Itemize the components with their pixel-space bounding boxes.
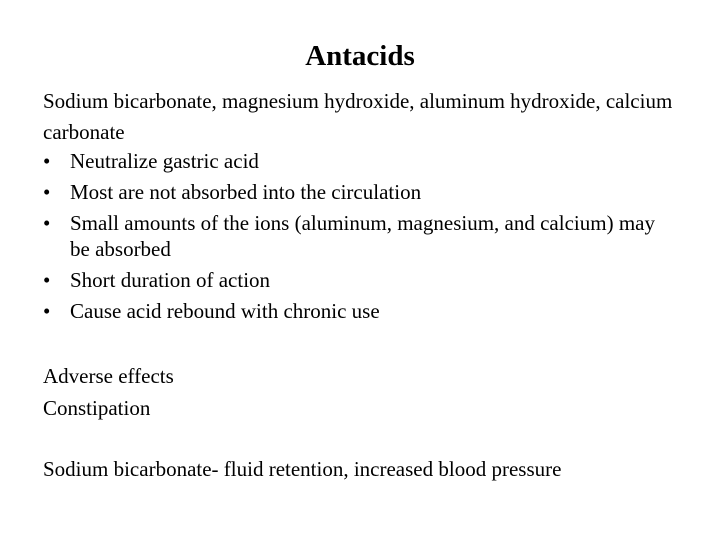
bullet-text: Small amounts of the ions (aluminum, magnesium, and calcium) may be absorbed bbox=[70, 211, 655, 261]
bullet-item bbox=[43, 267, 673, 293]
bullet-text: Most are not absorbed into the circulation bbox=[70, 180, 422, 204]
bullet-dot-icon: • bbox=[43, 299, 51, 323]
bullet-item bbox=[43, 148, 673, 174]
bullet-text: Cause acid rebound with chronic use bbox=[70, 299, 380, 323]
adverse-effects-block bbox=[43, 360, 174, 424]
slide-title-text: Antacids bbox=[305, 40, 415, 72]
slide-title bbox=[0, 38, 720, 74]
bullet-item bbox=[43, 179, 673, 205]
bullet-text: Short duration of action bbox=[70, 268, 271, 292]
bullet-list bbox=[43, 148, 673, 324]
sodium-bicarbonate-note: Sodium bicarbonate- fluid retention, increased blood pressure bbox=[43, 457, 562, 481]
adverse-effects-heading: Adverse effects bbox=[43, 364, 174, 388]
bullet-dot-icon: • bbox=[43, 211, 51, 235]
adverse-effect-item: Constipation bbox=[43, 396, 151, 420]
bullet-item bbox=[43, 210, 673, 262]
bullet-text: Neutralize gastric acid bbox=[70, 149, 259, 173]
bullet-item bbox=[43, 298, 673, 324]
drug-list-text: Sodium bicarbonate, magnesium hydroxide, aluminum hydroxide, calcium carbonate bbox=[43, 89, 673, 144]
bullet-dot-icon: • bbox=[43, 149, 51, 173]
slide-body bbox=[43, 86, 673, 329]
bullet-dot-icon: • bbox=[43, 268, 51, 292]
bullet-dot-icon: • bbox=[43, 180, 51, 204]
